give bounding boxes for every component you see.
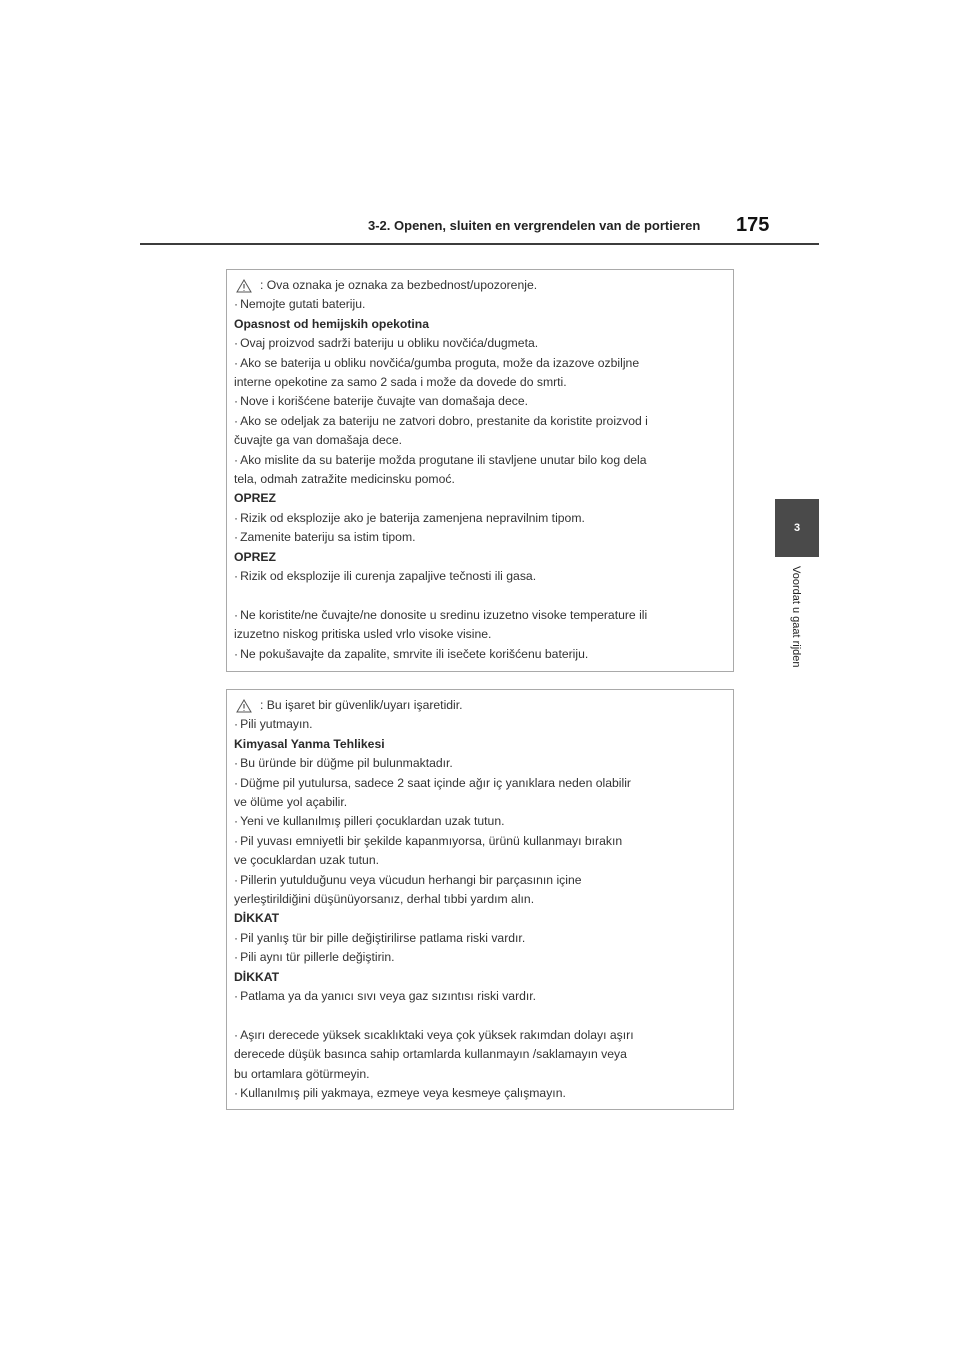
bullet-item: · Ovaj proizvod sadrži bateriju u obliku novčića/dugmeta. <box>234 334 725 353</box>
continuation-text: bu ortamlara götürmeyin. <box>234 1066 370 1081</box>
bullet-item: · Kullanılmış pili yakmaya, ezmeye veya kesmeye çalışmayın. <box>234 1084 725 1103</box>
paragraph-gap <box>234 1007 725 1026</box>
bullet-item: · Ne pokušavajte da zapalite, smrvite ili isečete korišćenu bateriju. <box>234 645 725 664</box>
continuation-text: ve ölüme yol açabilir. <box>234 795 348 810</box>
section-heading: Kimyasal Yanma Tehlikesi <box>234 736 385 751</box>
bullet-item: · Pil yanlış tür bir pille değiştirilirse patlama riski vardır. <box>234 929 725 948</box>
continuation-text: izuzetno niskog pritiska usled vrlo visoke visine. <box>234 627 492 642</box>
bullet-item: · Pili yutmayın. <box>234 715 725 734</box>
bullet-item: · Pili aynı tür pillerle değiştirin. <box>234 948 725 967</box>
warning-symbol-line <box>234 696 725 715</box>
continuation-text: čuvajte ga van domašaja dece. <box>234 433 403 448</box>
bullet-item: · Pil yuvası emniyetli bir şekilde kapanmıyorsa, ürünü kullanmayı bırakın <box>234 832 725 851</box>
bullet-item: · Aşırı derecede yüksek sıcaklıktaki veya çok yüksek rakımdan dolayı aşırı <box>234 1026 725 1045</box>
bullet-item: · Zamenite bateriju sa istim tipom. <box>234 528 725 547</box>
warning-symbol-line <box>234 276 725 295</box>
section-heading: OPREZ <box>234 549 276 564</box>
warning-symbol-text: : Bu işaret bir güvenlik/uyarı işaretidir. <box>260 698 463 712</box>
continuation-text: derecede düşük basınca sahip ortamlarda kullanmayın /saklamayın veya <box>234 1047 627 1062</box>
bullet-item: · Düğme pil yutulursa, sadece 2 saat içinde ağır iç yanıklara neden olabilir <box>234 774 725 793</box>
section-heading: DİKKAT <box>234 969 280 984</box>
section-heading: DİKKAT <box>234 911 280 926</box>
warning-box-serbian <box>226 269 734 672</box>
bullet-item: · Yeni ve kullanılmış pilleri çocuklardan uzak tutun. <box>234 812 725 831</box>
chapter-tab <box>775 499 819 557</box>
bullet-item: · Ne koristite/ne čuvajte/ne donosite u sredinu izuzetno visoke temperature ili <box>234 606 725 625</box>
bullet-item: · Ako mislite da su baterije možda progutane ili stavljene unutar bilo kog dela <box>234 451 725 470</box>
bullet-item: · Nove i korišćene baterije čuvajte van domašaja dece. <box>234 392 725 411</box>
chapter-number: 3 <box>793 522 801 534</box>
bullet-item: · Pillerin yutulduğunu veya vücudun herhangi bir parçasının içine <box>234 871 725 890</box>
continuation-text: interne opekotine za samo 2 sada i može da dovede do smrti. <box>234 375 567 390</box>
bullet-item: · Ako se baterija u obliku novčića/gumba proguta, može da izazove ozbiljne <box>234 354 725 373</box>
page-number: 175 <box>736 214 770 236</box>
warning-triangle-icon <box>236 699 252 713</box>
bullet-item: · Rizik od eksplozije ili curenja zapaljive tečnosti ili gasa. <box>234 567 725 586</box>
chapter-title: Voordat u gaat rijden <box>790 566 802 668</box>
paragraph-gap <box>234 587 725 606</box>
continuation-text: yerleştirildiğini düşünüyorsanız, derhal tıbbi yardım alın. <box>234 892 535 907</box>
section-title: 3-2. Openen, sluiten en vergrendelen van de portieren <box>368 218 701 233</box>
section-heading: Opasnost od hemijskih opekotina <box>234 316 430 331</box>
bullet-item: · Ako se odeljak za bateriju ne zatvori dobro, prestanite da koristite proizvod i <box>234 412 725 431</box>
bullet-item: · Rizik od eksplozije ako je baterija zamenjena nepravilnim tipom. <box>234 509 725 528</box>
bullet-item: · Patlama ya da yanıcı sıvı veya gaz sızıntısı riski vardır. <box>234 987 725 1006</box>
warning-triangle-icon <box>236 279 252 293</box>
bullet-item: · Nemojte gutati bateriju. <box>234 295 725 314</box>
bullet-item: · Bu üründe bir düğme pil bulunmaktadır. <box>234 754 725 773</box>
warning-box-turkish <box>226 689 734 1110</box>
warning-symbol-text: : Ova oznaka je oznaka za bezbednost/upozorenje. <box>260 278 538 292</box>
section-heading: OPREZ <box>234 491 276 506</box>
continuation-text: tela, odmah zatražite medicinsku pomoć. <box>234 472 455 487</box>
continuation-text: ve çocuklardan uzak tutun. <box>234 853 379 868</box>
header-rule <box>140 243 819 245</box>
